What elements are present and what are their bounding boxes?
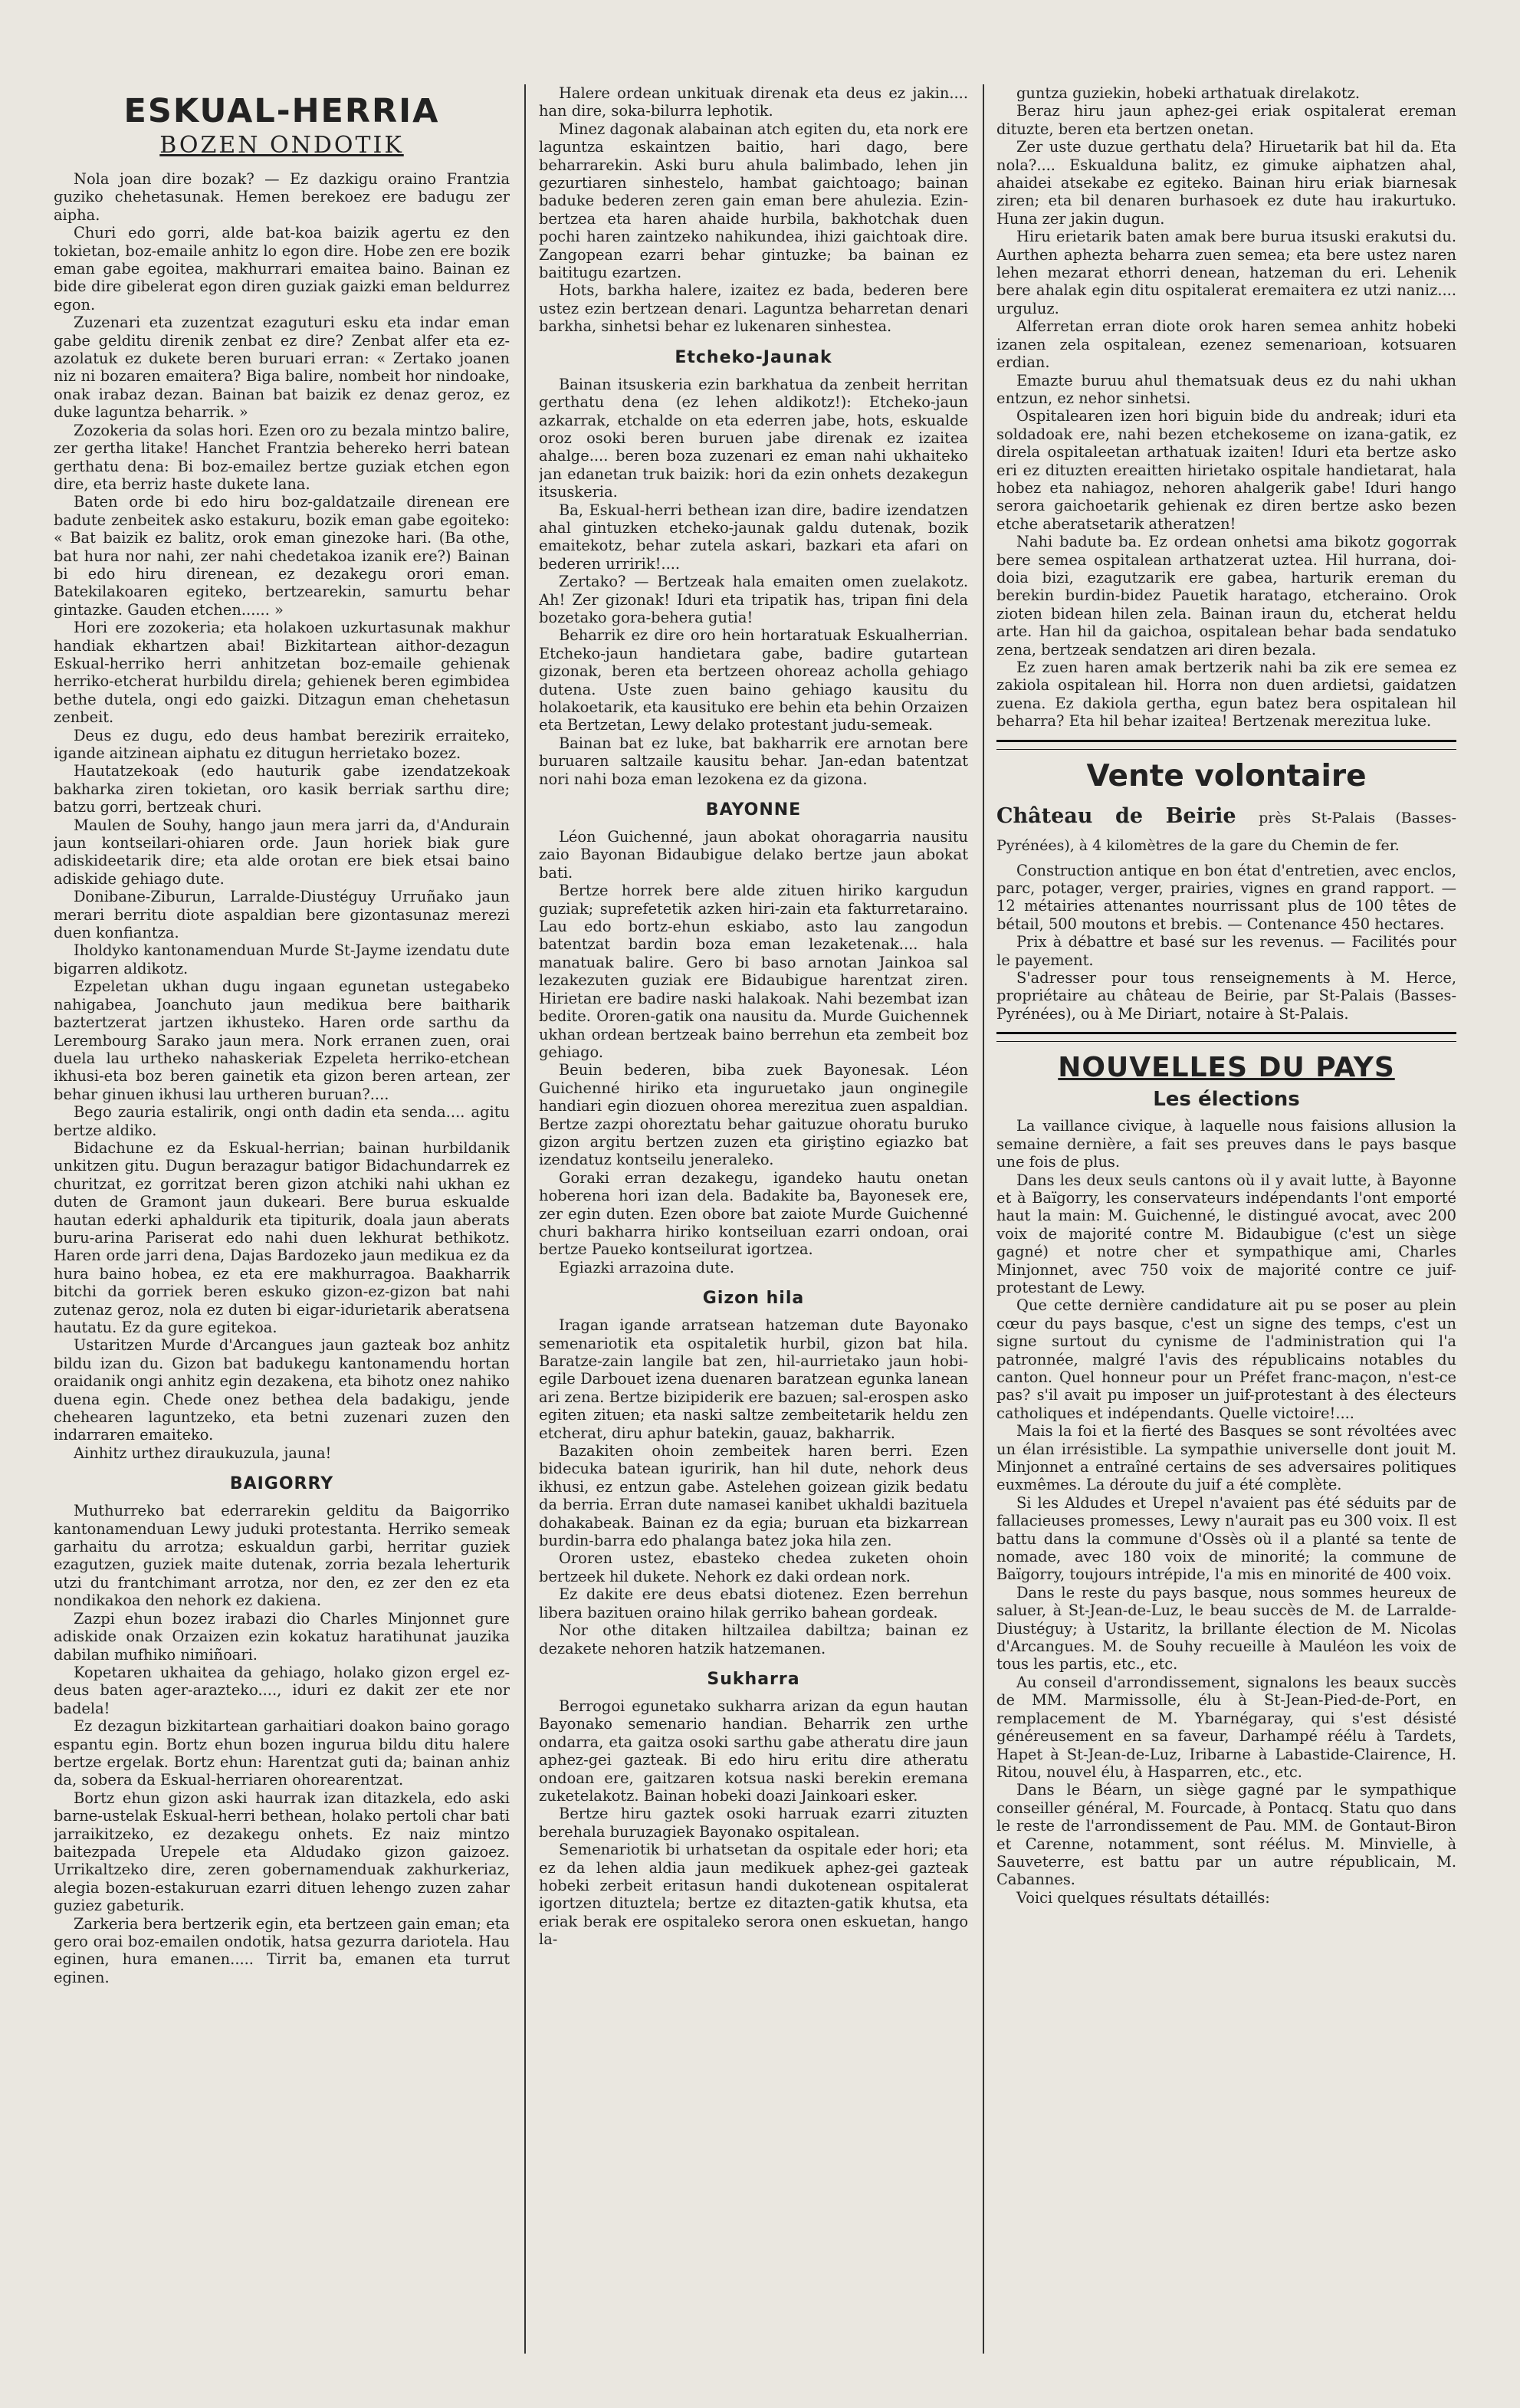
paragraph: Mais la foi et la fierté des Basques se sont révoltées avec un élan irrésistible. La sympathie universelle dont jouit M. Minjonnet a entraîné certains de ses adversaires politiques euxmêmes. La déroute du juif a été complète. bbox=[996, 1422, 1456, 1494]
paragraph: Egiazki arrazoina dute. bbox=[559, 1258, 734, 1276]
ad-chateau-name: Château de Beirie bbox=[996, 803, 1236, 828]
paragraph: Berrogoi egunetako sukharra arizan da egun hautan Bayonako semenario handian. Beharrik zen urthe ondarra, eta gaitza osoki sarthu gabe atheratu dire jaun aphez-gei gazteak. Bi edo hiru eritu dire atheratu ondoan ere, gaitzaren kotsua naski berekin eremana zuketelakotz. Bainan hobeki doazi Jainkoari esker. bbox=[539, 1697, 968, 1805]
paragraph: Iragan igande arratsean hatzeman dute Bayonako semenariotik eta ospitaletik hurbil, gizon bat hila. Baratze-zain langile bat zen, hil-aurrietako jaun hobi-egile Darbouet izena duenaren baratzean egunka lanean ari zena. Bertze bizipiderik ere bazuen; sal-erospen asko egiten zituen; eta naski saltze zembeitetarik heldu zen etcherat, diru aphur batekin, gauaz, bakharrik. bbox=[539, 1316, 968, 1442]
paragraph: Zertako? — Bertzeak hala emaiten omen zuelakotz. Ah! Zer gizonak! Iduri eta tripatik has, tripan fini dela bozetako gora-behera gutia! bbox=[539, 573, 968, 626]
paragraph: Zarkeria bera bertzerik egin, eta bertzeen gain eman; eta gero orai boz-emailen ondotik, hatsa gezurra dariotela. Hau eginen, hura emanen..... Tirrit ba, emanen eta turrut eginen. bbox=[54, 1914, 510, 1986]
masthead-title: ESKUAL-HERRIA bbox=[123, 92, 440, 130]
section-title-nouvelles: NOUVELLES DU PAYS bbox=[1058, 1052, 1395, 1084]
paragraph: Dans le reste du pays basque, nous sommes heureux de saluer, à St-Jean-de-Luz, le beau succès de M. de Larralde-Diustéguy; à Ustaritz, la brillante élection de M. Nicolas d'Arcangues. M. de Souhy recueille à Mauléon les voix de tous les partis, etc., etc. bbox=[996, 1583, 1456, 1674]
paragraph: Zazpi ehun bozez irabazi dio Charles Minjonnet gure adiskide onak Orzaizen ezin kokatuz haratihunat jauzika dabilan mufhiko nimiñoari. bbox=[54, 1609, 510, 1664]
paragraph: Goraki erran dezakegu, igandeko hautu onetan hoberena hori izan dela. Badakite ba, Bayonesek ere, zer egin duten. Ezen obore bat zaiote Murde Guichenné churi bakharra hiriko kontseiluan ezarri ondoan, orai bertze Pauekо kontseilurat igortzea. bbox=[539, 1168, 968, 1259]
section-heading-sukharra: Sukharra bbox=[707, 1669, 800, 1689]
paragraph: Bertze horrek bere alde zituen hiriko kargudun guziak; suprefetetik azken hiri-zain eta fakturretaraino. Lau edo bortz-ehun eskiabo, asto lau zangodun batentzat bardin boza eman lezaketenak.... hala manatuak balire. Gero bi baso arnotan Jainkoa sal lezakezuten guziak ere Bidaubigue harentzat ziren. Hirietan ere badire naski halakoak. Nahi bezembat izan bedite. Ororen-gatik ona nausitu da. Murde Guichennek ukhan ordean bertzeak baino berrehun eta zembeit boz gehiago. bbox=[539, 882, 968, 1061]
section-heading-gizon-hila: Gizon hila bbox=[702, 1289, 805, 1309]
paragraph: Voici quelques résultats détaillés: bbox=[1016, 1888, 1270, 1907]
paragraph: guntza guziekin, hobeki arthatuak direlakotz. bbox=[1016, 84, 1360, 102]
ad-chateau-location: près St-Palais (Basses-Pyrénées), à 4 kilomètres de la gare du Chemin de fer. bbox=[996, 809, 1456, 854]
column-3 bbox=[996, 84, 1456, 2354]
paragraph: Donibane-Ziburun, Larralde-Diustéguy Urruñako jaun merari berritu diote aspaldian bere gizontasunaz merezi duen konfiantza. bbox=[54, 888, 510, 942]
ad-line: S'adresser pour tous renseignements à M. Herce, propriétaire au château de Beirie, par St-Palais (Basses-Pyrénées), ou à Me Diriart, notaire à St-Palais. bbox=[996, 969, 1456, 1023]
column-2 bbox=[539, 84, 968, 2354]
column-rule-right bbox=[983, 84, 984, 2354]
ad-line: Construction antique en bon état d'entretien, avec enclos, parc, potager, verger, prairies, vignes en grand rapport. — 12 métairies attenantes nourrissant plus de 100 têtes de bétail, 500 moutons et brebis. — Contenance 450 hectares. bbox=[996, 861, 1456, 933]
section-heading-etcheko-jaunak: Etcheko-Jaunak bbox=[675, 347, 832, 367]
article-body bbox=[54, 170, 510, 1462]
column-1 bbox=[54, 84, 510, 2354]
paragraph: Ospitalearen izen hori biguin bide du andreak; iduri eta soldadoak ere, nahi bezen etchekoseme on izana-gatik, ez direla ospitaleetan arthatuak izaiten! Iduri eta bertze asko eri ez dituzten ereaitten hirietako ospitale handietarat, hala hobez eta nahiagoz, nehoren ahalgerik gabe! Iduri hango serora gaichoetarik gehienak ez diren bertze asko bezen etche aberatsetarik atheratzen! bbox=[996, 407, 1456, 533]
paragraph: Ba, Eskual-herri bethean izan dire, badire izendatzen ahal gintuzken etcheko-jaunak galdu dutenak, bozik emaitekotz, behar zutela askari, bazkari eta afari on bederen urririk!.... bbox=[539, 501, 968, 573]
paragraph: Nola joan dire bozak? — Ez dazkigu oraino Frantzia guziko chehetasunak. Hemen berekoez ere badugu zer aipha. bbox=[54, 170, 510, 224]
paragraph: Beuin bederen, biba zuek Bayonesak. Léon Guichenné hiriko eta inguruetako jaun onginegile handiari egin diozuen ohorea merezitua zuen aspaldian. Bertze zazpi ohoreztatu behar gaituzue ohoratu buruko gizon argitu bertzen zuzen eta giriştino egiazko bat izendatuz kontseilu jeneraleko. bbox=[539, 1061, 968, 1169]
paragraph: Bainan itsuskeria ezin barkhatua da zenbeit herritan gerthatu dena (ez lehen aldikotz!): Etcheko-jaun azkarrak, etchalde on eta ederren jabe, hots, eskualde oroz osoki beren buruen jabe direnak ez izaitea ahalge.... beren boza zuzenari ez eman nahi ukhaiteko jan edanetan truk baizik: hori da ezin onhets dezakegun itsuskeria. bbox=[539, 375, 968, 501]
ad-title: Vente volontaire bbox=[1086, 758, 1367, 793]
paragraph: Léon Guichenné, jaun abokat ohoragarria nausitu zaio Bayonan Bidaubigue delako bertze jaun abokat bati. bbox=[539, 828, 968, 882]
separator-rule bbox=[996, 740, 1456, 750]
paragraph: Bertze hiru gaztek osoki harruak ezarri zituzten berehala buruzagiek Bayonako ospitalean. bbox=[539, 1805, 968, 1841]
paragraph: Maulen de Souhy, hango jaun mera jarri da, d'Andurain jaun kontseilari-ohiaren orde. Jaun horiek biak gure adiskideetarik dire; eta alde orotan ere biek etsai baino adiskide gehiago dute. bbox=[54, 816, 510, 888]
paragraph: Zer uste duzue gerthatu dela? Hiruetarik bat hil da. Eta nola?.... Eskualduna balitz, ez gimuke aiphatzen ahal, ahaidei atsekabe ez egiteko. Bainan hiru eriak biarnesak ziren; eta bil denaren burhasoek ez dute hau irakurtuko. Huna zer jakin dugun. bbox=[996, 138, 1456, 228]
paragraph: Beharrik ez dire oro hein hortaratuak Eskualherrian. Etcheko-jaun handietara gabe, badire gutartean gizonak, beren eta bertzeen ohoreaz acholla gehiago dutena. Uste zuen baino gehiago kausitu du holakoetarik, eta kausituko ere behin eta behin Orzaizen eta Bertzetan, Lewy delako protestant judu-semeak. bbox=[539, 626, 968, 734]
paragraph: Ez dezagun bizkitartean garhaitiari doakon baino gorago espantu egin. Bortz ehun bozen ingurua bildu ditu halere bertze ergelak. Bortz ehun: Harentzat guti da; bainan anhiz da, sobera da Eskual-herriaren ohorearentzat. bbox=[54, 1717, 510, 1789]
paragraph: Au conseil d'arrondissement, signalons les beaux succès de MM. Marmissolle, élu à St-Jean-Pied-de-Port, en remplacement de M. Ybarnégaray, qui s'est désisté généreusement en sa faveur, Darhampé réélu à Tardets, Hapet à St-Jean-de-Luz, Iribarne à Labastide-Clairence, H. Ritou, nouvel élu, à Hasparren, etc., etc. bbox=[996, 1673, 1456, 1781]
paragraph: Zuzenari eta zuzentzat ezaguturi esku eta indar eman gabe gelditu direnik zenbat ez dire? Zenbat alfer eta ez-azolatuk ez dukete beren buruari erran: « Zertako joanen niz ni bozaren emaitera? Biga balire, nombeit hor nindoake, onak irabaz dezan. Bainan bat baizik ez denaz geroz, ez duke laguntza beharrik. » bbox=[54, 314, 510, 422]
paragraph: Bazakiten ohoin zembeitek haren berri. Ezen bidecuka batean iguririk, han hil dute, nehork deus ikhusi, ez entzun gabe. Astelehen goizean gizik bedatu da berria. Erran dute namasei kanibet ukhaldi bazituela dohakabeak. Bainan ez da egia; buruan eta bizkarrean burdin-barra edo phalanga batez joka hila zen. bbox=[539, 1442, 968, 1550]
separator-rule bbox=[996, 1032, 1456, 1042]
paragraph: Halere ordean unkituak direnak eta deus ez jakin.... han dire, soka-bilurra lephotik. bbox=[539, 84, 968, 120]
paragraph: Ezpeletan ukhan dugu ingaan egunetan ustegabeko nahigabea, Joanchuto jaun medikua bere baitharik baztertzerat jartzen ikhusteko. Haren orde sarthu da Lerembourg Sarako jaun mera. Nork erranen zuen, orai duela lau urtheko nahaskeriak Ezpeleta herriko-etchean ikhusi-eta boz beren gainetik eta gizon beren artean, zer behar ginuen ikhusi lau urtheren buruan?.... bbox=[54, 977, 510, 1103]
paragraph: Nahi badute ba. Ez ordean onhetsi ama bikotz gogorrak bere semea ospitalean arthatzerat uztea. Hil hurrana, doi-doia bizi, ezagutzarik ere gabea, harturik ereman du berekin burdin-bidez Pauetik haratago, etcheraino. Orok zioten bidean hilen zela. Bainan iraun du, etcherat heldu arte. Han hil da gaichoa, ospitalean behar bada sendatuko zena, bertzeak sendatzen ari diren bezala. bbox=[996, 533, 1456, 659]
column-rule-left bbox=[524, 84, 526, 2354]
paragraph: Baten orde bi edo hiru boz-galdatzaile direnean ere badute zenbeitek asko estakuru, bozik eman gabe egoiteko: « Bat baizik ez balitz, orok eman ginezoke hari. (Ba othe, bat hura nor nahi, zer nahi chedetakoa izanik ere?) Bainan bi edo hiru direnean, ez dezakegu orori eman. Batekilakoaren egiteko, bertzearekin, samurtu behar gintazke. Gauden etchen...... » bbox=[54, 493, 510, 619]
paragraph: Deus ez dugu, edo deus hambat berezirik erraiteko, igande aitzinean aiphatu ez ditugun herrietako bozez. bbox=[54, 726, 510, 762]
advertisement bbox=[996, 759, 1456, 1023]
newspaper-page bbox=[54, 84, 1456, 2354]
paragraph: Ustaritzen Murde d'Arcangues jaun gazteak boz anhitz bildu izan du. Gizon bat badukegu kantonamendu hortan oraidanik ongi anhitz egin dezakena, eta bihotz onez nahiko duena egin. Chede onez bethea dela badakigu, jende chehearen laguntzeko, eta betni zuzenari zuzen den indarraren emaiteko. bbox=[54, 1336, 510, 1444]
paragraph: Bainan bat ez luke, bat bakharrik ere arnotan bere buruaren saltzaile kausitu behar. Jan-edan batentzat nori nahi boza eman lezokena ez da gizona. bbox=[539, 734, 968, 788]
paragraph: Hori ere zozokeria; eta holakoen uzkurtasunak makhur handiak ekhartzen abai! Bizkitartean aithor-dezagun Eskual-herriko herri anhitzetan boz-emaile gehienak herriko-etcherat hurbildu direla; gehienek beren egimbidea bethe dutela, ongi edo gaizki. Ditzagun eman chehetasun zenbeit. bbox=[54, 619, 510, 727]
paragraph: Si les Aldudes et Urepel n'avaient pas été séduits par de fallacieuses promesses, Lewy n'aurait pas eu 300 voix. Il est battu dans la commune d'Ossès où il a planté sa tente de nomade, avec 180 voix de minorité; la commune de Baïgorry, toujours intrépide, l'a mis en minorité de 400 voix. bbox=[996, 1493, 1456, 1584]
paragraph: Iholdyko kantonamenduan Murde St-Jayme izendatu dute bigarren aldikotz. bbox=[54, 941, 510, 977]
paragraph: Bidachune ez da Eskual-herrian; bainan hurbildanik unkitzen gitu. Dugun berazagur batigor Bidachundarrek ez churitzat, ez gorritzat beren gizon atchiki nahi ukhan ez duten de Gramont jaun dukeari. Bere burua eskualde hautan ederki aphaldurik eta tipiturik, doala jaun aberats buru-arina Pariserat edo nahi duen lekhurat bethikotz. Haren orde jarri dena, Dajas Bardozeko jaun medikua ez da hura baino hobea, ez eta ere makhurragoa. Baakharrik bitchi da gorriek beren eskuko gizon-ez-gizon bat nahi zutenaz geroz, nola ez duten bi eigar-idurietarik aberatsena hautatu. Ez da gure egitekoa. bbox=[54, 1138, 510, 1336]
paragraph: La vaillance civique, à laquelle nous faisions allusion la semaine dernière, a fait ses preuves dans le pays basque une fois de plus. bbox=[996, 1117, 1456, 1171]
ad-chateau bbox=[996, 803, 1456, 859]
paragraph: Bego zauria estalirik, ongi onth dadin eta senda.... agitu bertze aldiko. bbox=[54, 1103, 510, 1139]
paragraph: Dans les deux seuls cantons où il y avait lutte, à Bayonne et à Baïgorry, les conservateurs indépendants l'ont emporté haut la main: M. Guichenné, le distingué avocat, avec 200 voix de majorité contre M. Bidaubigue (c'est un siège gagné) et notre cher et sympathique ami, Charles Minjonnet, avec 750 voix de majorité contre ce juif-protestant de Lewy. bbox=[996, 1171, 1456, 1296]
article-headline: BOZEN ONDOTIK bbox=[159, 132, 404, 159]
paragraph: Emazte buruu ahul thematsuak deus ez du nahi ukhan entzun, ez nehor sinhetsi. bbox=[996, 371, 1456, 407]
paragraph: Minez dagonak alabainan atch egiten du, eta nork ere laguntza eskaintzen baitio, hari dago, bere beharrarekin. Aski buru ahula balimbado, lehen jin gezurtiaren sinhestelo, hambat gaichtoago; bainan baduke bederen zeren gain eman bere ahulezia. Ezin-bertzea eta haren ahaide hurbila, bakhotchak duen pochi haren zaintzeko nahikundea, ihizi gaichtoak dire. Zangopean ezarri behar gintuzke; ba bainan ez baititugu ezartzen. bbox=[539, 120, 968, 282]
paragraph: Hautatzekoak (edo hauturik gabe izendatzekoak bakharka ziren tokietan, oro kasik berriak sarthu dire; batzu gorri, bertzeak churi. bbox=[54, 762, 510, 816]
paragraph: Muthurreko bat ederrarekin gelditu da Baigorriko kantonamenduan Lewy juduki protestanta. Herriko semeak garhaitu du arrotza; eskualdun garbi, herritar guziek ezagutzen, guziek maite dutenak, zorria bezala leherturik utzi du frantchimant arrotza, nor den, ez zer den ez eta nondikakoa den nehork ez dakiena. bbox=[54, 1502, 510, 1610]
paragraph: Nor othe ditaken hiltzailea dabiltza; bainan ez dezakete nehoren hatzik hatzemanen. bbox=[539, 1621, 968, 1657]
paragraph: Que cette dernière candidature ait pu se poser au plein cœur du pays basque, c'est un signe des temps, c'est un signe surtout du cynisme de l'administration qui l'a patronnée, malgré l'avis des républicains notables du canton. Quel honneur pour un Préfet franc-maçon, n'est-ce pas? s'il avait pu imposer un juif-protestant à des électeurs catholiques et indépendants. Quelle victoire!.... bbox=[996, 1296, 1456, 1422]
paragraph: Churi edo gorri, alde bat-koa baizik agertu ez den tokietan, boz-emaile anhitz lo egon dire. Hobe zen ere bozik eman gabe egoitea, makhurrari emaitea baino. Bainan ez bide dire gibelerat egon diren guziak gaizki eman beldurrez egon. bbox=[54, 224, 510, 314]
paragraph: Zozokeria da solas hori. Ezen oro zu bezala mintzo balire, zer gertha litake! Hanchet Frantzia behereko herri batean gerthatu dena: Bi boz-emailez bertze guziak etchen egon dire, eta berriz haste dukete lana. bbox=[54, 421, 510, 493]
paragraph: Alferretan erran diote orok haren semea anhitz hobeki izanen zela ospitalean, ezenez semenarioan, kotsuaren erdian. bbox=[996, 317, 1456, 372]
paragraph: Hots, barkha halere, izaitez ez bada, bederen bere ustez ezin bertzean denari. Laguntza beharretan denari barkha, sinhetsi behar ez lukenaren sinhestea. bbox=[539, 281, 968, 336]
section-heading-baigorry: BAIGORRY bbox=[229, 1474, 334, 1494]
paragraph: Hiru erietarik baten amak bere burua itsuski erakutsi du. Aurthen aphezta beharra zuen semea; eta bere ustez naren lehen mezarat ethorri denean, hatzeman du eri. Lehenik bere ahalak egin ditu ospitalerat eremaitera ez utzi naniz.... urguluz. bbox=[996, 228, 1456, 317]
ad-line: Prix à débattre et basé sur les revenus. — Facilités pour le payement. bbox=[996, 933, 1456, 969]
paragraph: Bortz ehun gizon aski haurrak izan ditazkela, edo aski barne-ustelak Eskual-herri bethean, holako pertoli char bati jarraikitzeko, ez dezakegu onhets. Ez naiz mintzo baitezpada Urepele eta Aldudako gizon gaizoez. Urrikaltzeko dire, zeren gobernamenduak zakhurkeriaz, alegia bozen-estakuruan ezarri dituen lehengo zuzen zahar guziez gabeturik. bbox=[54, 1789, 510, 1915]
paragraph: Semenariotik bi urhatsetan da ospitale eder hori; eta ez da lehen aldia jaun medikuek aphez-gei gazteak hobeki zerbeit eritasun handi dukotenean ospitalerat igortzen dituztela; bertze ez ditazten-gatik khutsa, eta eriak berak ere ospitaleko serora onen eskuetan, hango la- bbox=[539, 1841, 968, 1949]
paragraph: Kopetaren ukhaitea da gehiago, holako gizon ergel ez-deus baten ager-arazteko...., iduri ez dakit zer ete nor badela! bbox=[54, 1663, 510, 1717]
paragraph: Ainhitz urthez diraukuzula, jauna! bbox=[74, 1444, 332, 1462]
paragraph: Ororen ustez, ebasteko chedea zuketen ohoin bertzeek hil dukete. Nehork ez daki ordean nork. bbox=[539, 1549, 968, 1585]
paragraph: Dans le Béarn, un siège gagné par le sympathique conseiller général, M. Fourcade, à Pontacq. Statu quo dans le reste de l'arrondissement de Pau. MM. de Gontaut-Biron et Carenne, notamment, sont réélus. M. Minvielle, à Sauveterre, est battu par un autre républicain, M. Cabannes. bbox=[996, 1781, 1456, 1889]
paragraph: Ez dakite ere deus ebatsi diotenez. Ezen berrehun libera bazituen oraino hilak gerriko bahean gordeak. bbox=[539, 1585, 968, 1621]
paragraph: Beraz hiru jaun aphez-gei eriak ospitalerat ereman dituzte, beren eta bertzen onetan. bbox=[996, 102, 1456, 138]
baigorry-body bbox=[54, 1502, 510, 1986]
section-subtitle-elections: Les élections bbox=[1153, 1088, 1300, 1112]
paragraph: Ez zuen haren amak bertzerik nahi ba zik ere semea ez zakiola ospitalean hil. Horra non duen ardietsi, gaidatzen zuena. Ez dakiola gertha, egun batez bera ospitalean hil beharra? Eta hil behar izaitea! Bertzenak merezitua luke. bbox=[996, 659, 1456, 731]
section-heading-bayonne: BAYONNE bbox=[705, 800, 802, 820]
